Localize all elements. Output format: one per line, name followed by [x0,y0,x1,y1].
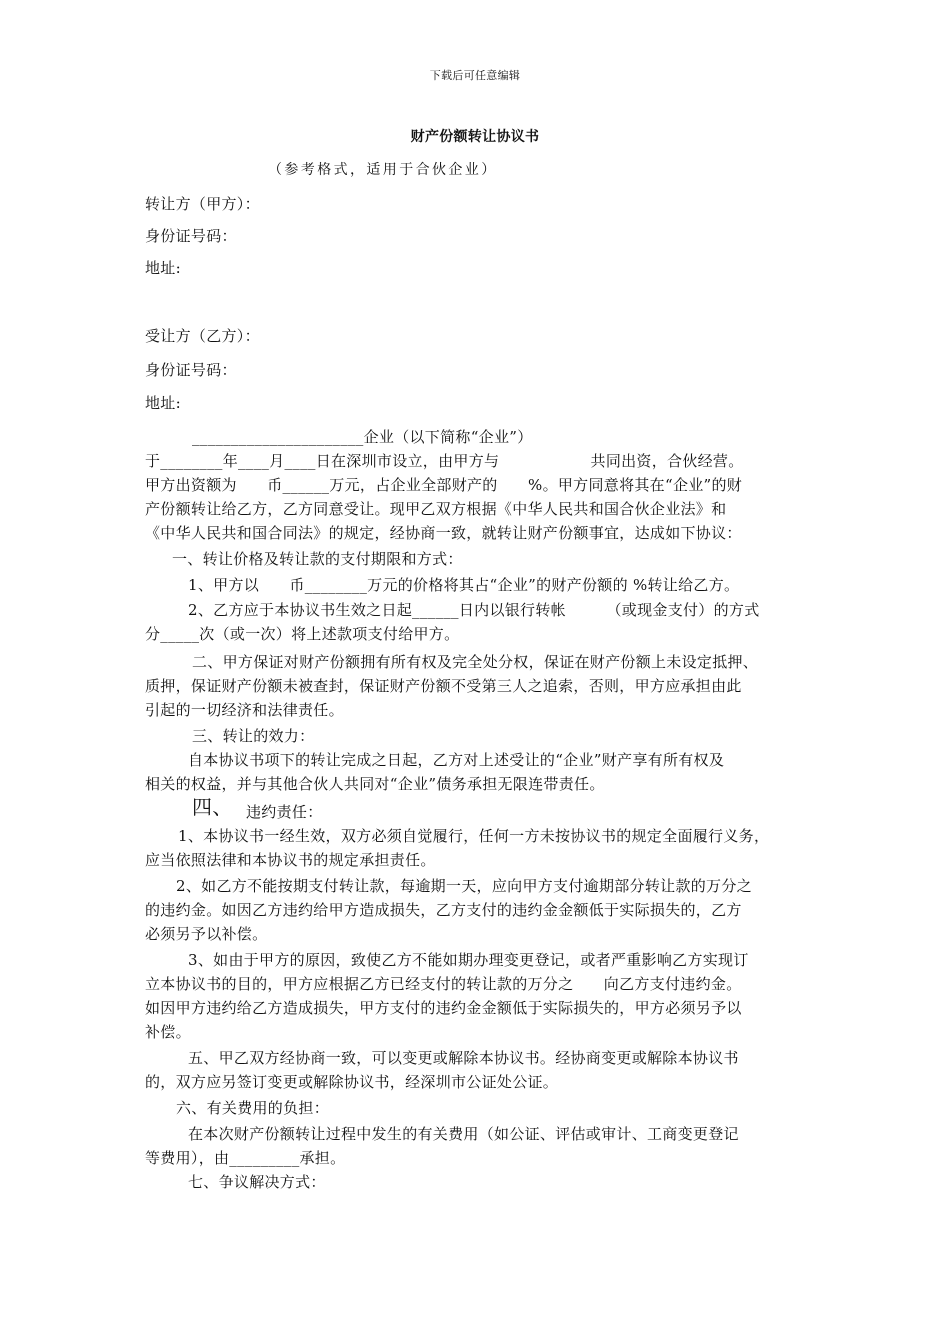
document-title: 财产份额转让协议书 [410,129,540,145]
intro-line: 甲方出资额为 币______万元，占企业全部财产的 %。甲方同意将其在“企业”的财 [145,476,743,494]
section-5-line: 的，双方应另签订变更或解除协议书，经深圳市公证处公证。 [145,1073,559,1091]
section-2-line: 质押，保证财产份额未被查封，保证财产份额不受第三人之追索，否则，甲方应承担由此 [145,677,742,695]
section-4-item-2-line: 2、如乙方不能按期支付转让款，每逾期一天，应向甲方支付逾期部分转让款的万分之 [176,877,752,895]
section-4-number: 四、 [192,795,233,819]
section-2-line: 引起的一切经济和法律责任。 [145,701,344,719]
section-1-heading: 一、转让价格及转让款的支付期限和方式： [172,550,463,568]
intro-line: 产份额转让给乙方，乙方同意受让。现甲乙双方根据《中华人民共和国合伙企业法》和 [145,500,727,518]
section-4-item-3-line: 立本协议书的目的，甲方应根据乙方已经支付的转让款的万分之 向乙方支付违约金。 [145,975,742,993]
section-4-item-2-line: 必须另予以补偿。 [145,925,268,943]
intro-line: 于________年____月____日在深圳市设立，由甲方与 共同出资，合伙经营。 [145,452,744,470]
section-1-item-1: 1、甲方以 币________万元的价格将其占“企业”的财产份额的 %转让给乙方。 [188,576,740,594]
section-6-line: 在本次财产份额转让过程中发生的有关费用（如公证、评估或审计、工商变更登记 [188,1125,739,1143]
intro-line: 《中华人民共和国合同法》的规定，经协商一致，就转让财产份额事宜，达成如下协议： [145,524,742,542]
section-4-item-3-line: 3、如由于甲方的原因，致使乙方不能如期办理变更登记，或者严重影响乙方实现订 [188,951,749,969]
section-7-heading: 七、争议解决方式： [188,1173,326,1191]
party-b-id-label: 身份证号码： [145,361,237,379]
section-2-line: 二、甲方保证对财产份额拥有所有权及完全处分权，保证在财产份额上未设定抵押、 [192,653,759,671]
intro-line: ______________________企业（以下简称“企业”） [192,428,533,446]
section-3-line: 相关的权益，并与其他合伙人共同对“企业”债务承担无限连带责任。 [145,775,605,793]
section-3-line: 自本协议书项下的转让完成之日起，乙方对上述受让的“企业”财产享有所有权及 [188,751,725,769]
header-note: 下载后可任意编辑 [429,69,521,82]
section-3-heading: 三、转让的效力： [192,727,315,745]
party-a-address-label: 地址: [145,259,181,277]
section-4-item-1-line: 应当依照法律和本协议书的规定承担责任。 [145,851,436,869]
party-b-label: 受让方（乙方）： [145,327,260,345]
section-4-item-3-line: 补偿。 [145,1023,191,1041]
section-5-line: 五、甲乙双方经协商一致，可以变更或解除本协议书。经协商变更或解除本协议书 [188,1049,739,1067]
section-4-item-2-line: 的违约金。如因乙方违约给甲方造成损失，乙方支付的违约金金额低于实际损失的，乙方 [145,901,742,919]
section-6-line: 等费用），由_________承担。 [145,1149,346,1167]
party-b-address-label: 地址: [145,394,181,412]
party-a-id-label: 身份证号码： [145,227,237,245]
section-1-item-2-line: 分_____次（或一次）将上述款项支付给甲方。 [145,625,460,643]
party-a-label: 转让方（甲方）： [145,195,260,213]
section-1-item-2-line: 2、乙方应于本协议书生效之日起______日内以银行转帐 （或现金支付）的方式 [188,601,760,619]
section-4-item-1-line: 1、本协议书一经生效，双方必须自觉履行，任何一方未按协议书的规定全面履行义务， [178,827,770,845]
section-4-heading: 违约责任： [246,803,323,821]
section-6-heading: 六、有关费用的负担： [176,1099,330,1117]
section-4-item-3-line: 如因甲方违约给乙方造成损失，甲方支付的违约金金额低于实际损失的，甲方必须另予以 [145,999,742,1017]
document-subtitle: （参考格式，适用于合伙企业） [268,162,498,178]
